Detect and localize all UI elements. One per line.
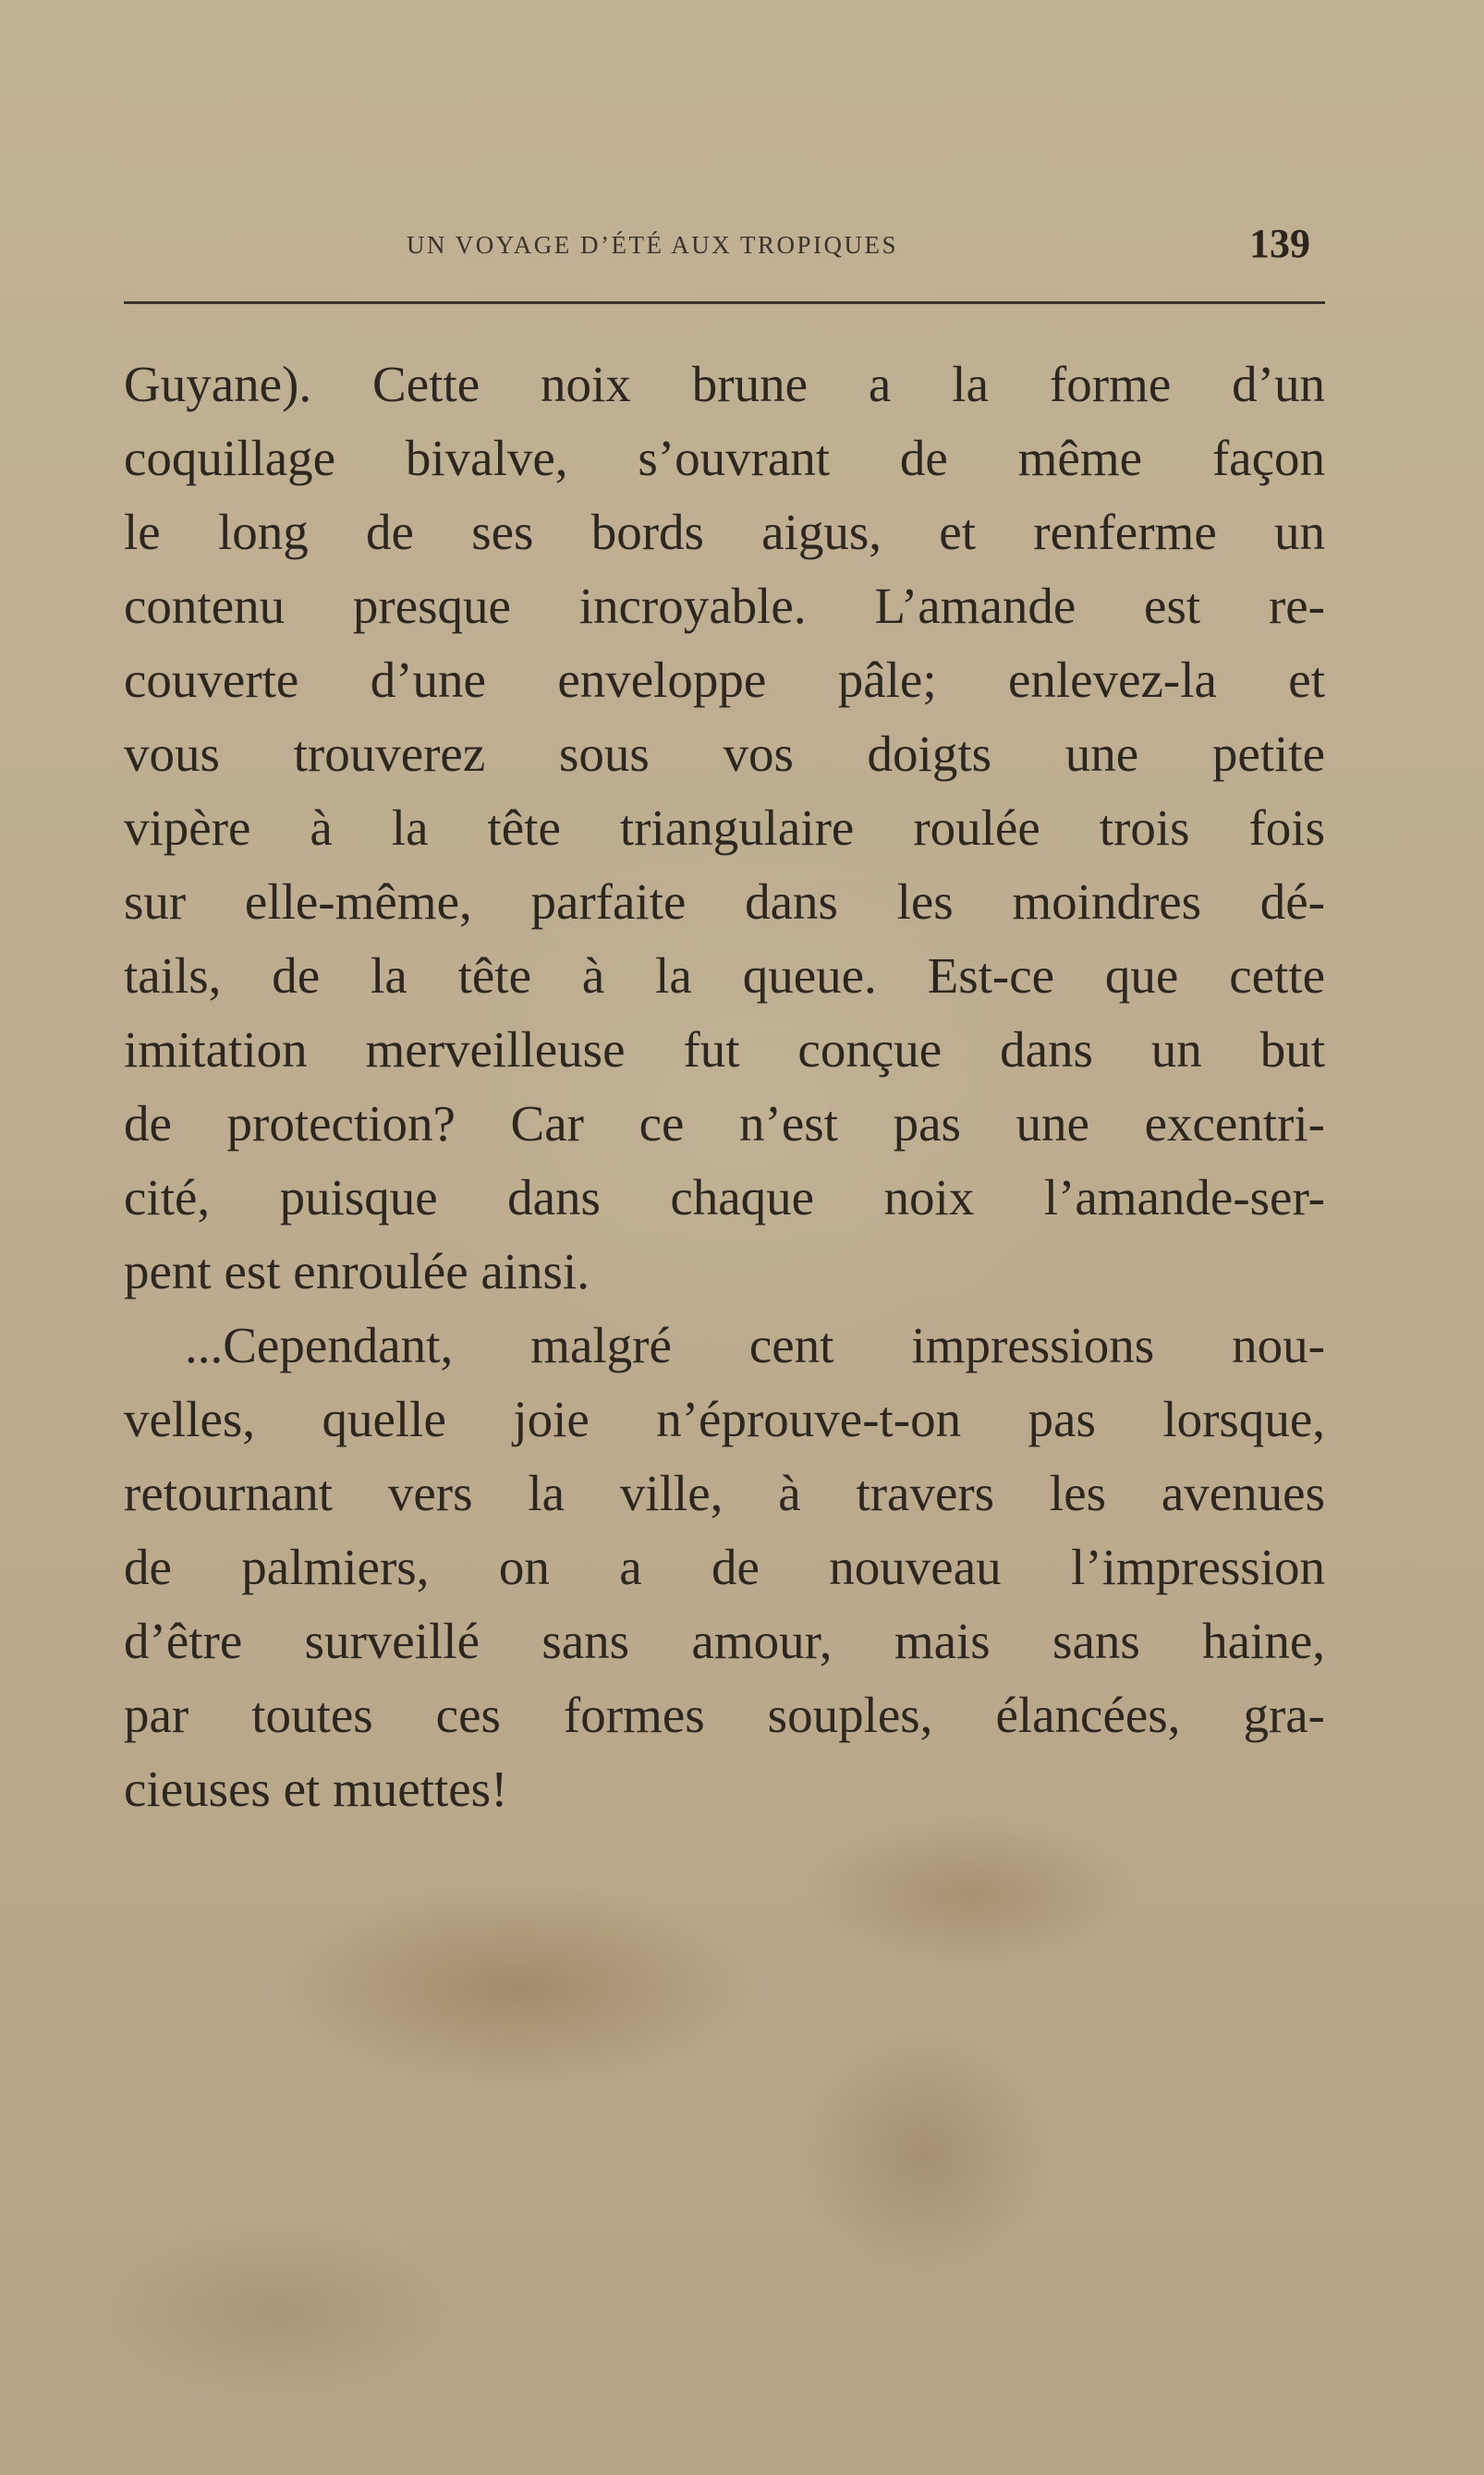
text-line: vipère à la tête triangulaire roulée trois fois	[124, 799, 1325, 856]
paragraph-2	[124, 1309, 1325, 1826]
page-number: 139	[1249, 221, 1310, 266]
text-line: de protection? Car ce n’est pas une excentri-	[124, 1095, 1325, 1152]
body-text	[124, 347, 1325, 1826]
text-line: de palmiers, on a de nouveau l’impression	[124, 1539, 1325, 1595]
text-line: Guyane). Cette noix brune a la forme d’un	[124, 356, 1325, 412]
text-line: le long de ses bords aigus, et renferme un	[124, 504, 1325, 560]
text-line: retournant vers la ville, à travers les avenues	[124, 1465, 1325, 1521]
text-line: contenu presque incroyable. L’amande est re-	[124, 578, 1325, 634]
text-line: par toutes ces formes souples, élancées, gra-	[124, 1687, 1325, 1743]
text-line: tails, de la tête à la queue. Est-ce que cette	[124, 947, 1325, 1004]
text-line: velles, quelle joie n’éprouve-t-on pas lorsque,	[124, 1391, 1325, 1447]
text-line: vous trouverez sous vos doigts une petite	[124, 725, 1325, 782]
text-line: ...Cependant, malgré cent impressions nou-	[185, 1317, 1325, 1373]
text-line: couverte d’une enveloppe pâle; enlevez-la et	[124, 652, 1325, 708]
text-line: pent est enroulée ainsi.	[124, 1243, 590, 1299]
text-line: cieuses et muettes!	[124, 1761, 508, 1817]
running-head: UN VOYAGE D’ÉTÉ AUX TROPIQUES	[407, 231, 899, 259]
paragraph-1	[124, 347, 1325, 1309]
text-line: sur elle-même, parfaite dans les moindres dé-	[124, 873, 1325, 930]
text-line: cité, puisque dans chaque noix l’amande-ser-	[124, 1169, 1325, 1225]
text-line: d’être surveillé sans amour, mais sans haine,	[124, 1613, 1325, 1669]
text-line: coquillage bivalve, s’ouvrant de même façon	[124, 430, 1325, 486]
text-line: imitation merveilleuse fut conçue dans un but	[124, 1021, 1325, 1078]
header-rule	[124, 301, 1325, 304]
